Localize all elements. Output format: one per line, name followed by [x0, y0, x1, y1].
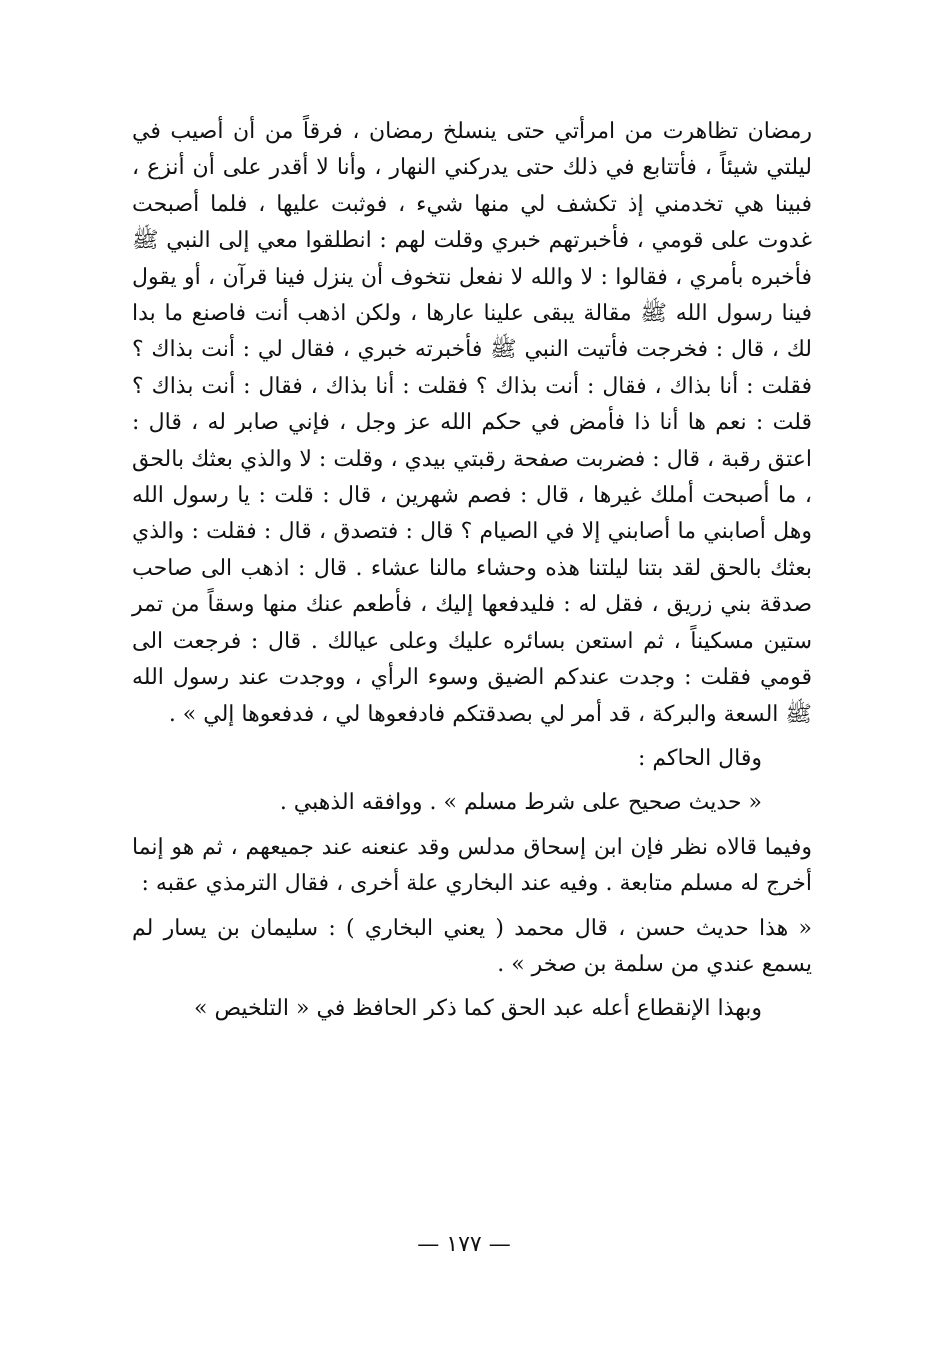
hakim-intro: وقال الحاكم : — [637, 745, 762, 771]
page-body — [132, 114, 812, 1028]
critique-paragraph: وفيما قالاه نظر فإن ابن إسحاق مدلس وقد عنعنه عند جميعهم ، ثم هو إنما أخرج له مسلم متابعة . وفيه عند البخاري علة أخرى ، فقال الترمذي عقبه : — [132, 834, 812, 897]
hakim-quote: « حديث صحيح على شرط مسلم » . ووافقه الذهبي . — [279, 790, 762, 816]
tirmidhi-quote: « هذا حديث حسن ، قال محمد ( يعني البخاري ) : سليمان بن يسار لم يسمع عندي من سلمة بن صخر » . — [132, 915, 812, 977]
closing-line: وبهذا الإنقطاع أعله عبد الحق كما ذكر الحافظ في « التلخيص » — [194, 996, 762, 1022]
page-number: — ١٧٧ — — [417, 1232, 511, 1257]
hadith-paragraph: رمضان تظاهرت من امرأتي حتى ينسلخ رمضان ، فرقاً من أن أصيب في ليلتي شيئاً ، فأتتابع في ذلك حتى يدركني النهار ، وأنا لا أقدر على أن أنزع ، فبينا هي تخدمني إذ تكشف لي منها شيء ، فوثبت عليها ، فلما أصبحت غدوت على قومي ، فأخبرتهم خبري وقلت لهم : انطلقوا معي إلى النبي ﷺ فأخبره بأمري ، فقالوا : لا والله لا نفعل نتخوف أن ينزل فينا قرآن ، أو يقول فينا رسول الله ﷺ مقالة يبقى علينا عارها ، ولكن اذهب أنت فاصنع ما بدا لك ، قال : فخرجت فأتيت النبي ﷺ فأخبرته خبري ، فقال لي : أنت بذاك ؟ فقلت : أنا بذاك ، فقال : أنت بذاك ؟ فقلت : أنا بذاك ، فقال : أنت بذاك ؟ قلت : نعم ها أنا ذا فأمض في حكم الله عز وجل ، فإني صابر له ، قال : اعتق رقبة ، قال : فضربت صفحة رقبتي بيدي ، وقلت : لا والذي بعثك بالحق ، ما أصبحت أملك غيرها ، قال : فصم شهرين ، قال : قلت : يا رسول الله وهل أصابني ما أصابني إلا في الصيام ؟ قال : فتصدق ، قال : فقلت : والذي بعثك بالحق لقد بتنا ليلتنا هذه وحشاء مالنا عشاء . قال : اذهب الى صاحب صدقة بني زريق ، فقل له : فليدفعها إليك ، فأطعم عنك منها وسقاً من تمر ستين مسكيناً ، ثم استعن بسائره عليك وعلى عيالك . قال : فرجعت الى قومي فقلت : وجدت عندكم الضيق وسوء الرأي ، ووجدت عند رسول الله ﷺ السعة والبركة ، قد أمر لي بصدقتكم فادفعوها لي ، فدفعوها إلي » . — [132, 119, 812, 727]
